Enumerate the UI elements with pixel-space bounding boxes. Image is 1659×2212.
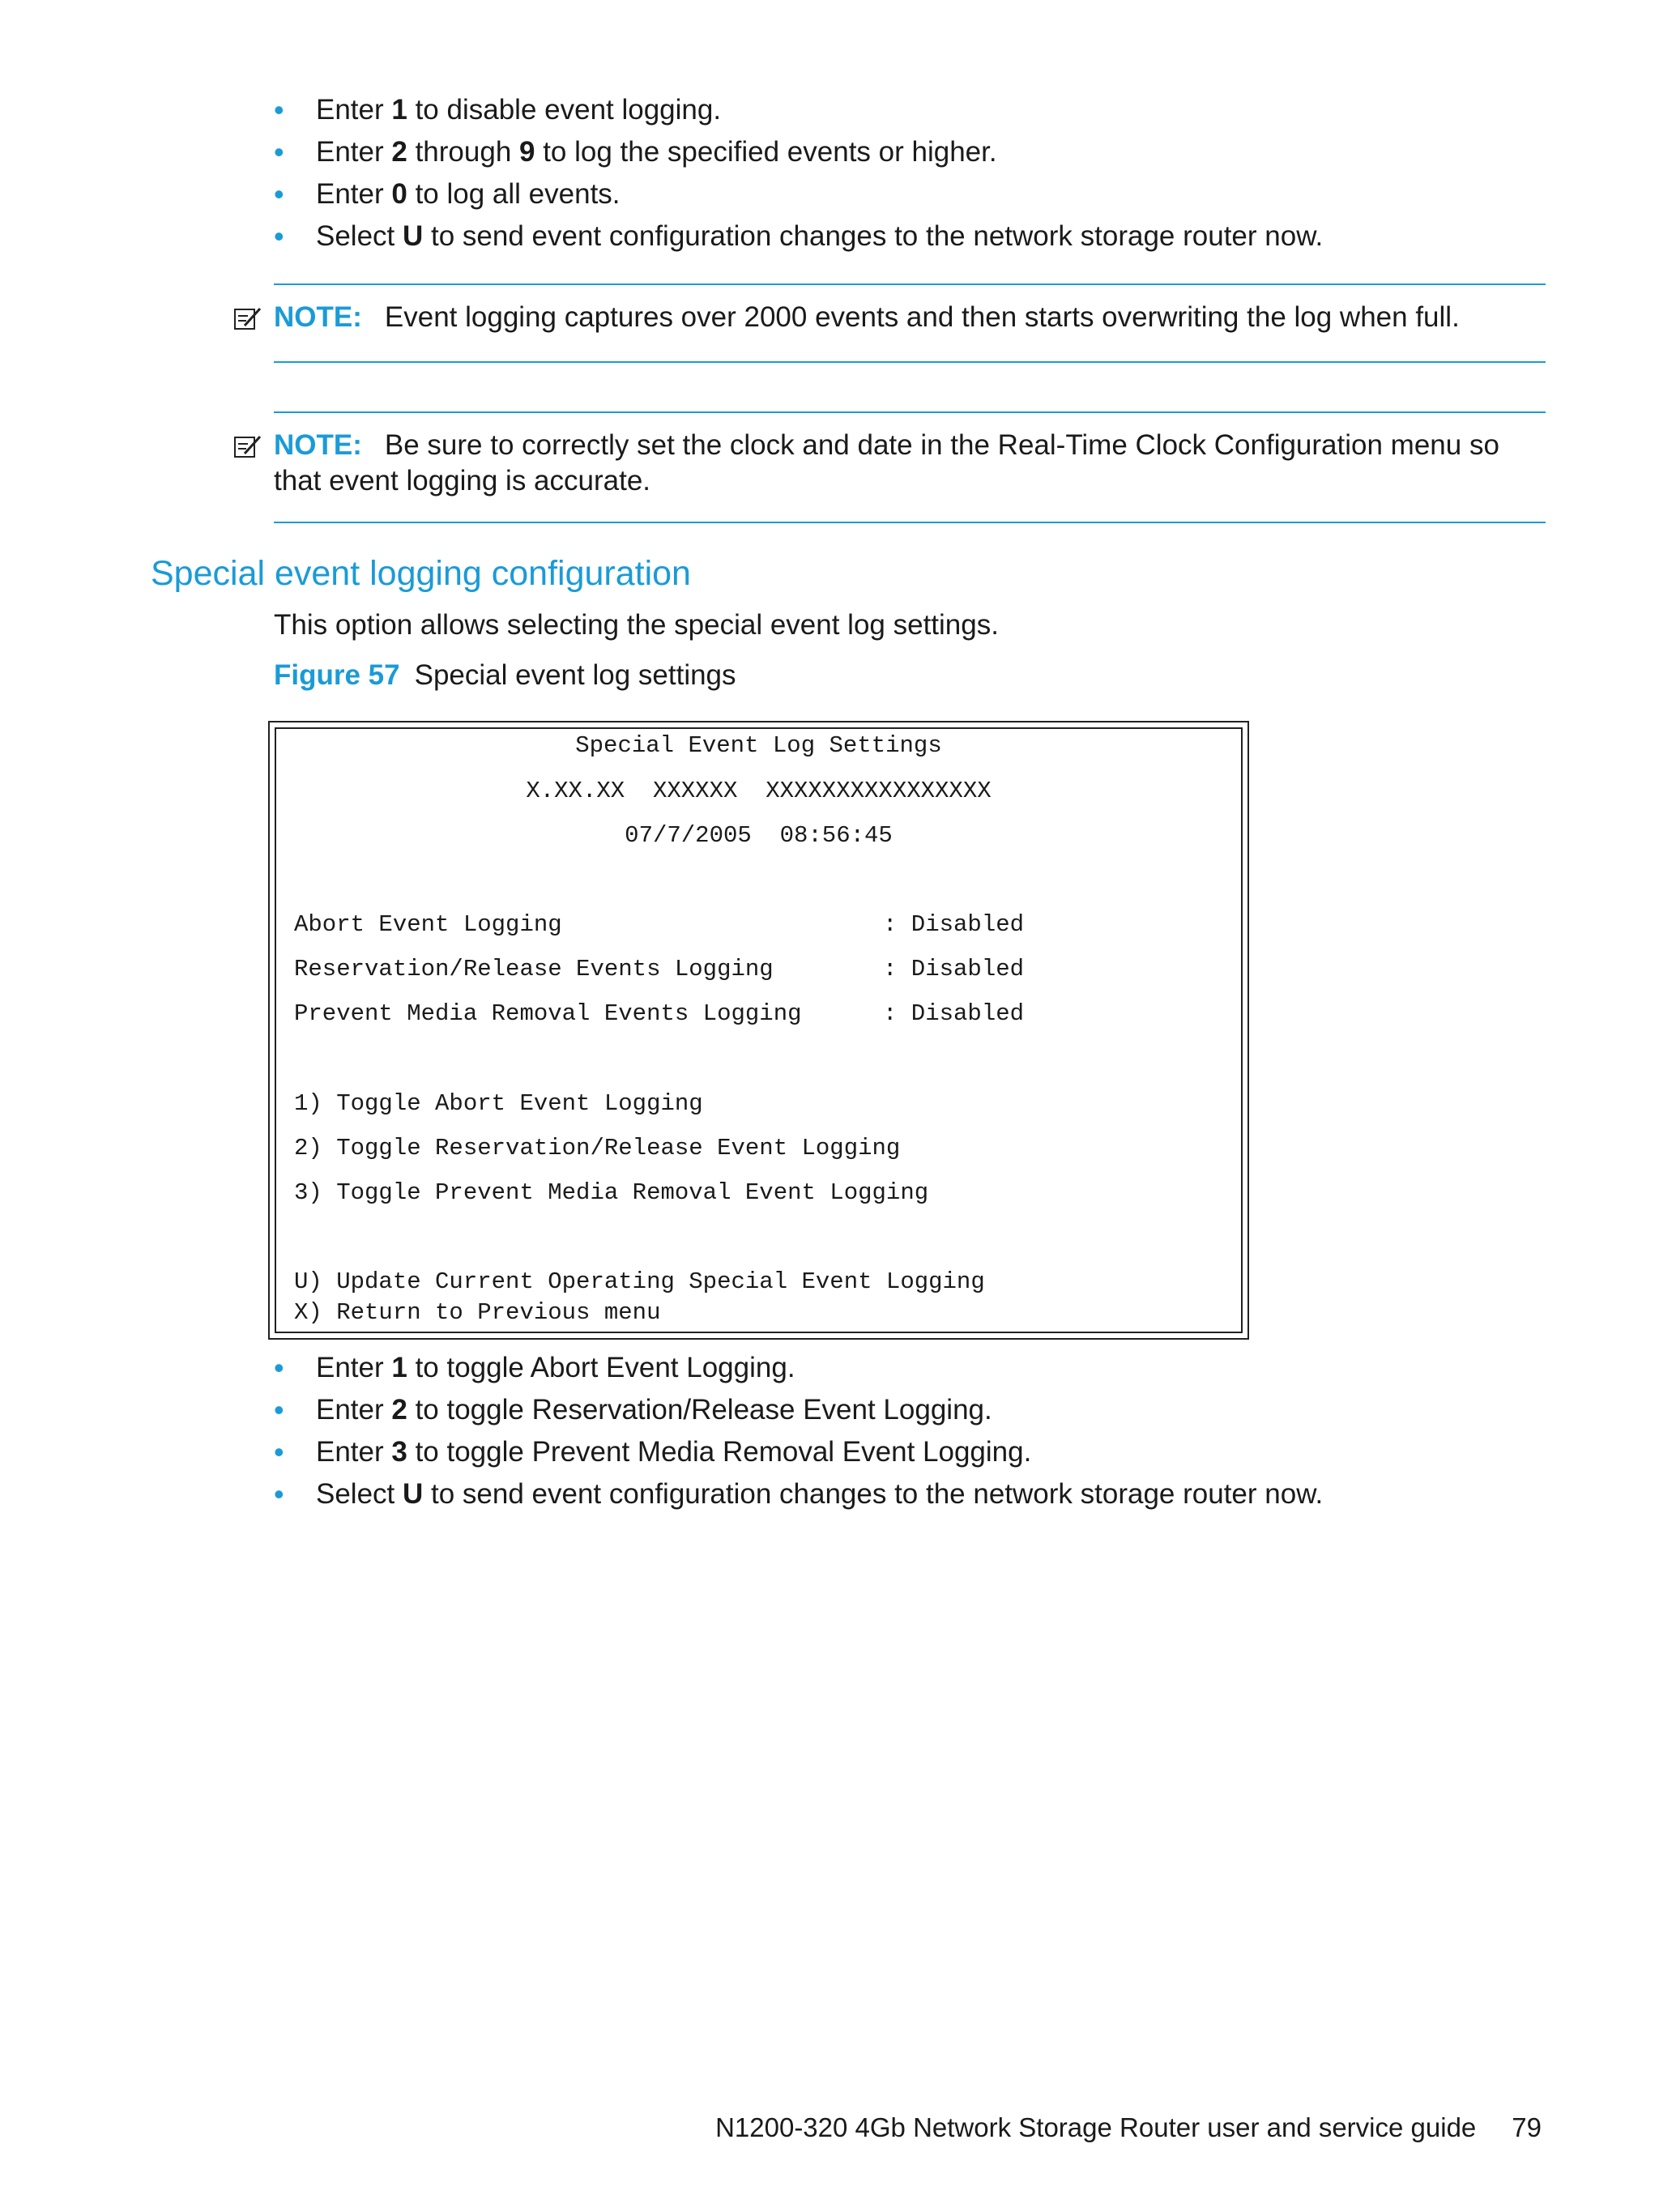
note-rule-bottom bbox=[274, 522, 1546, 523]
setting-value: : Disabled bbox=[883, 956, 1025, 982]
bullet-item: • Enter 2 to toggle Reservation/Release Event Logging. bbox=[274, 1389, 1323, 1431]
menu-option-3: 3) Toggle Prevent Media Removal Event Logging bbox=[294, 1179, 929, 1206]
bullet-icon: • bbox=[274, 177, 284, 211]
bullet-icon: • bbox=[274, 1393, 284, 1426]
bullet-item: • Select U to send event configuration changes to the network storage router now. bbox=[274, 1473, 1323, 1515]
section-heading: Special event logging configuration bbox=[151, 554, 691, 593]
bullet-item: • Enter 1 to toggle Abort Event Logging. bbox=[274, 1347, 1323, 1389]
bullet-icon: • bbox=[274, 1351, 284, 1384]
terminal-frame-inner bbox=[275, 727, 1243, 1333]
footer-title: N1200-320 4Gb Network Storage Router user and service guide bbox=[715, 2112, 1477, 2142]
menu-option-2: 2) Toggle Reservation/Release Event Logging bbox=[294, 1135, 901, 1161]
bullet-item: • Enter 1 to disable event logging. bbox=[274, 89, 1323, 131]
note-pencil-icon bbox=[233, 434, 262, 458]
setting-value: : Disabled bbox=[883, 1000, 1025, 1027]
setting-label: Abort Event Logging bbox=[294, 911, 562, 938]
terminal-datetime: 07/7/2005 08:56:45 bbox=[625, 822, 893, 849]
menu-option-1: 1) Toggle Abort Event Logging bbox=[294, 1090, 703, 1117]
bullet-icon: • bbox=[274, 1435, 284, 1468]
note-box bbox=[233, 300, 1550, 335]
menu-command-return: X) Return to Previous menu bbox=[294, 1299, 661, 1326]
note-rule-bottom bbox=[274, 361, 1546, 363]
bullet-icon: • bbox=[274, 1477, 284, 1511]
bullet-item: • Enter 0 to log all events. bbox=[274, 173, 1323, 215]
bullet-icon: • bbox=[274, 135, 284, 168]
figure-number: Figure 57 bbox=[274, 659, 400, 691]
note-box bbox=[233, 428, 1550, 499]
page-number: 79 bbox=[1512, 2112, 1542, 2142]
terminal-version-line: X.XX.XX XXXXXX XXXXXXXXXXXXXXXX bbox=[526, 778, 992, 804]
bullet-item: • Enter 2 through 9 to log the specified events or higher. bbox=[274, 131, 1323, 173]
note-label: NOTE: bbox=[274, 429, 362, 461]
bottom-bullet-list bbox=[274, 1347, 1323, 1515]
terminal-title: Special Event Log Settings bbox=[575, 732, 942, 759]
note-text: Event logging captures over 2000 events and then starts overwriting the log when full. bbox=[384, 301, 1460, 333]
bullet-icon: • bbox=[274, 219, 284, 253]
setting-value: : Disabled bbox=[883, 911, 1025, 938]
note-rule-top bbox=[274, 283, 1546, 285]
menu-command-update: U) Update Current Operating Special Event Logging bbox=[294, 1268, 985, 1295]
bullet-icon: • bbox=[274, 93, 284, 126]
note-pencil-icon bbox=[233, 306, 262, 330]
top-bullet-list bbox=[274, 89, 1323, 258]
bullet-item: • Enter 3 to toggle Prevent Media Removal Event Logging. bbox=[274, 1431, 1323, 1473]
setting-label: Prevent Media Removal Events Logging bbox=[294, 1000, 802, 1027]
note-text: Be sure to correctly set the clock and date in the Real-Time Clock Configuration menu so that event logging is accurate. bbox=[274, 429, 1499, 497]
figure-caption bbox=[274, 659, 736, 692]
note-label: NOTE: bbox=[274, 301, 362, 333]
note-rule-top bbox=[274, 411, 1546, 413]
figure-caption-text: Special event log settings bbox=[414, 659, 736, 691]
setting-label: Reservation/Release Events Logging bbox=[294, 956, 774, 982]
bullet-item: • Select U to send event configuration changes to the network storage router now. bbox=[274, 215, 1323, 258]
page-footer bbox=[715, 2112, 1542, 2143]
section-paragraph: This option allows selecting the special event log settings. bbox=[274, 609, 999, 641]
